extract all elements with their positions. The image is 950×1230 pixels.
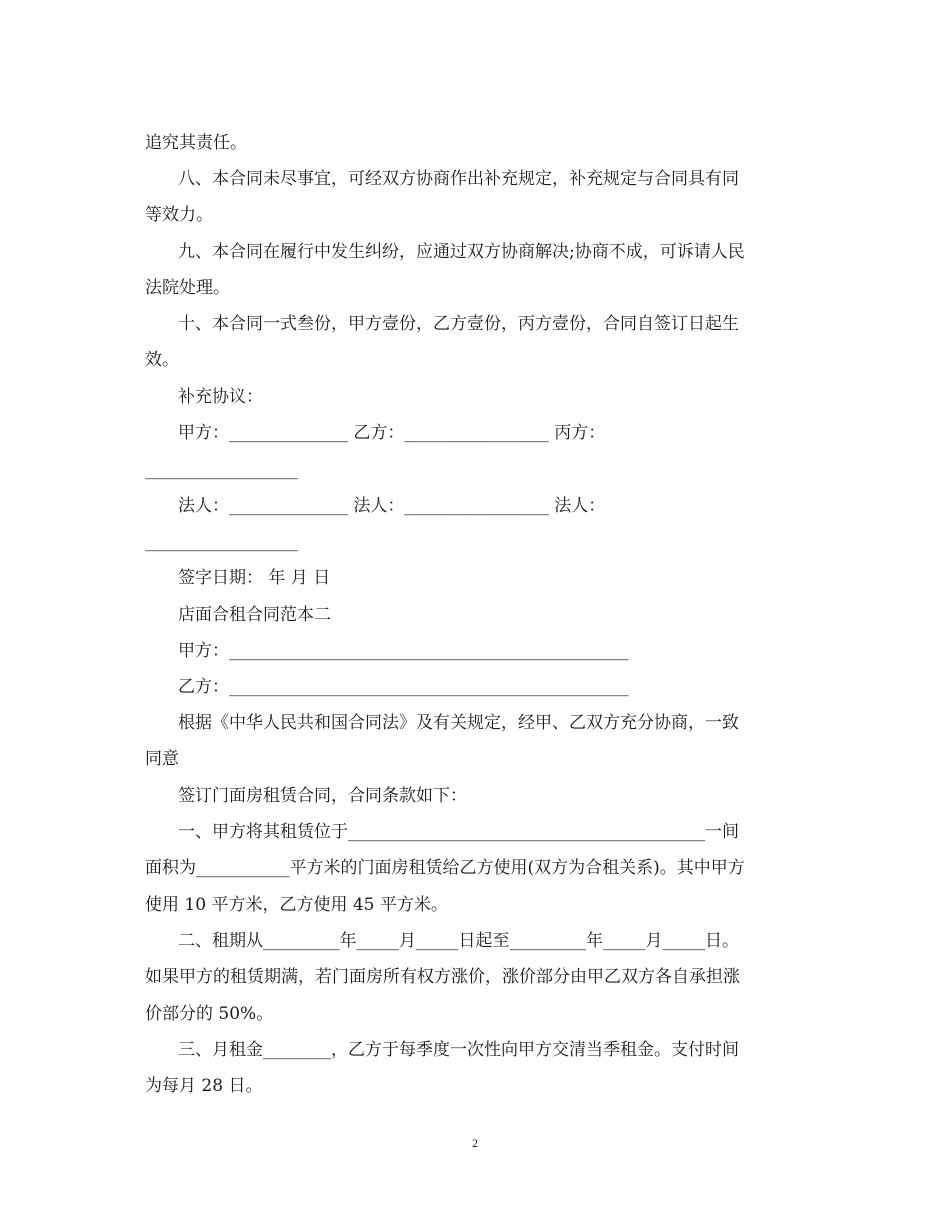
text-line: 法院处理。 — [145, 278, 230, 298]
text-line: 二、租期从_________年_____月_____日起至_________年_____月_____日。 — [178, 931, 739, 951]
signature-line: 甲方：______________ 乙方：_________________ 丙方： — [178, 423, 606, 443]
text-line: 三、月租金________，乙方于每季度一次性向甲方交清当季租金。支付时间 — [178, 1040, 739, 1060]
party-line: 甲方：_______________________________________________ — [178, 641, 629, 661]
text-line: 签订门面房租赁合同，合同条款如下： — [178, 786, 467, 806]
text-line: 为每月 28 日。 — [145, 1076, 263, 1096]
signature-line: __________________ — [145, 460, 298, 480]
text-line: 九、本合同在履行中发生纠纷，应通过双方协商解决;协商不成，可诉请人民 — [178, 242, 745, 262]
text-line: 根据《中华人民共和国合同法》及有关规定，经甲、乙双方充分协商，一致 — [178, 713, 739, 733]
text-line: 补充协议： — [178, 387, 263, 407]
text-line: 十、本合同一式叁份，甲方壹份，乙方壹份，丙方壹份，合同自签订日起生 — [178, 314, 739, 334]
party-line: 乙方：_______________________________________________ — [178, 677, 629, 697]
text-line: 面积为___________平方米的门面房租赁给乙方使用(双方为合租关系)。其中甲方 — [145, 858, 745, 878]
section-title: 店面合租合同范本二 — [178, 605, 331, 625]
text-line: 使用 10 平方米，乙方使用 45 平方米。 — [145, 895, 448, 915]
text-line: 一、甲方将其租赁位于__________________________________________一间 — [178, 822, 739, 842]
text-line: 八、本合同未尽事宜，可经双方协商作出补充规定，补充规定与合同具有同 — [178, 169, 739, 189]
text-line: 价部分的 50%。 — [145, 1004, 274, 1024]
text-line: 同意 — [145, 749, 179, 769]
text-line: 效。 — [145, 350, 179, 370]
page-number: 2 — [472, 1136, 478, 1150]
text-line: 如果甲方的租赁期满，若门面房所有权方涨价，涨价部分由甲乙双方各自承担涨 — [145, 967, 740, 987]
text-line: 签字日期： 年 月 日 — [178, 568, 331, 588]
text-line: 追究其责任。 — [145, 133, 247, 153]
text-line: 等效力。 — [145, 205, 213, 225]
signature-line: __________________ — [145, 532, 298, 552]
signature-line: 法人：______________ 法人：_________________ 法人： — [178, 496, 606, 516]
